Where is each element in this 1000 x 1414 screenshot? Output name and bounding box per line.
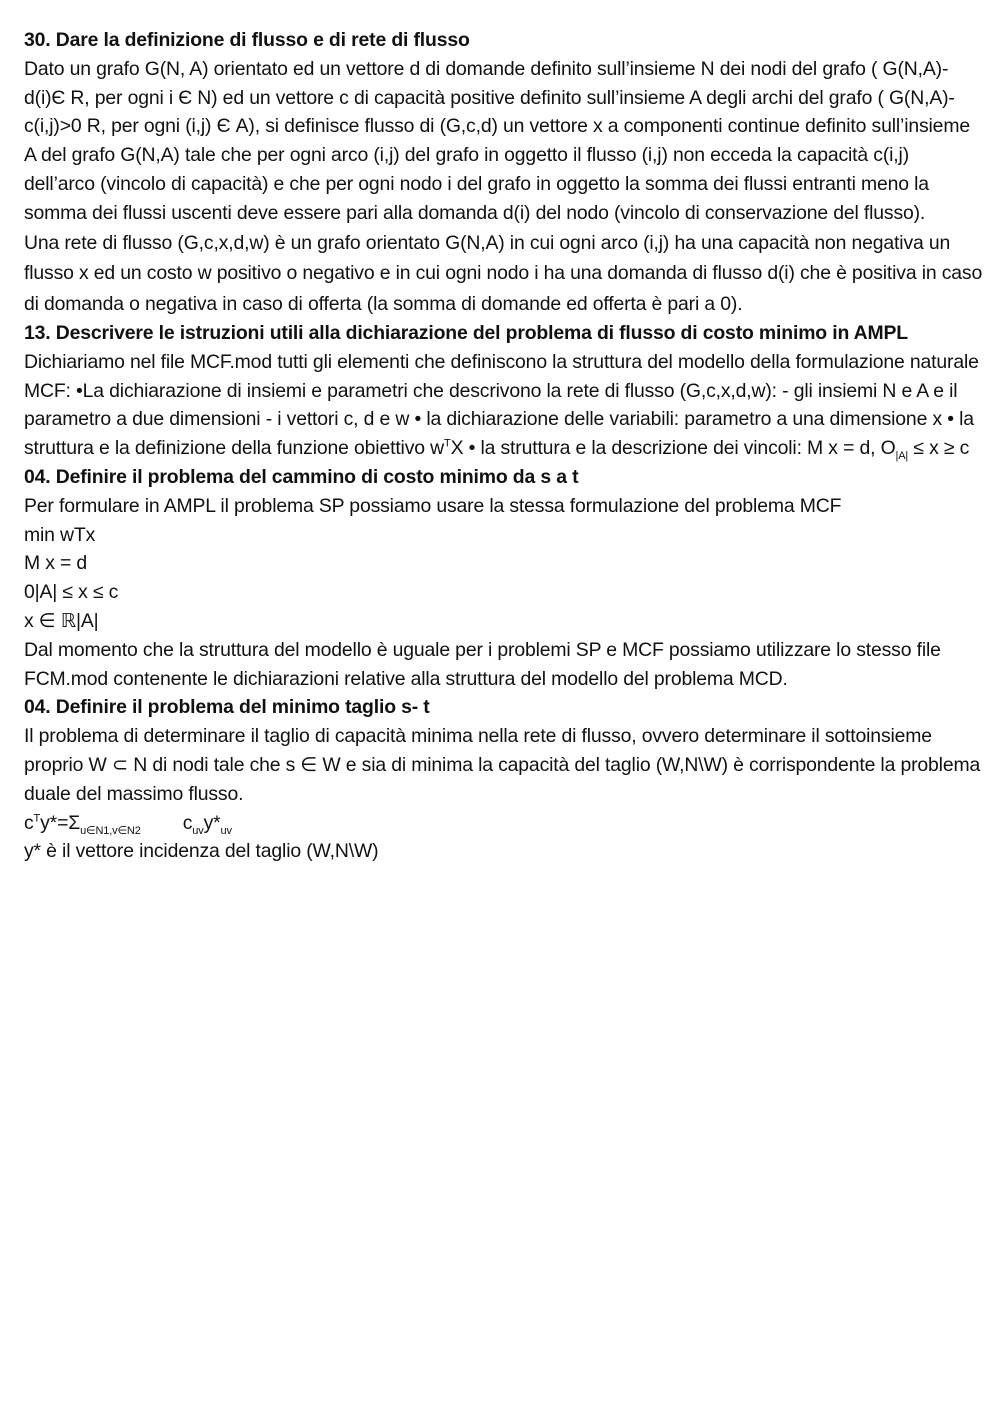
eq-cuv-subscript: uv [192,824,204,837]
formula-line: x ∈ ℝ|A| [24,610,99,633]
flow-definition-paragraph: Dato un grafo G(N, A) orientato ed un vettore d di domande definito sull’insieme N dei nodi del grafo ( G(N,A)-d(i)Є R, per ogni i Є N) ed un vettore c di capacità positive definito sull’insieme A degli archi del grafo ( G(N,A)-c(i,j)>0 R, per ogni (i,j) Є A), si definisce flusso di (G,c,d) un vettore x a componenti continue definito sull’insieme A del grafo G(N,A) tale che per ogni arco (i,j) del grafo in oggetto il flusso (i,j) non ecceda la capacità c(i,j) dell’arco (vincolo di capacità) e che per ogni nodo i del grafo in oggetto la somma dei flussi entranti meno la somma dei flussi uscenti deve essere pari alla domanda d(i) del nodo (vincolo di conservazione del flusso). [24,57,970,224]
eq-y: y* [203,811,221,834]
section-heading-30: 30. Dare la definizione di flusso e di rete di flusso [24,29,470,51]
flow-network-paragraph: Una rete di flusso (G,c,x,d,w) è un grafo orientato G(N,A) in cui ogni arco (i,j) ha una capacità non negativa un flusso x ed un costo w positivo o negativo e in cui ogni nodo i ha una domanda di flusso d(i) che è positiva in caso di domanda o negativa in caso di offerta (la somma di domande ed offerta è pari a 0). [24,231,983,315]
formula-line: 0|A| ≤ x ≤ c [24,581,119,604]
min-cut-equation [24,809,984,838]
shortest-path-intro: Per formulare in AMPL il problema SP possiamo usare la stessa formulazione del problema MCF [24,494,842,517]
ampl-declaration-text-mid: X • la struttura e la descrizione dei vincoli: M x = d, O [450,437,896,460]
formula-line: min wTx [24,523,96,546]
ampl-declaration-text-end: ≤ x ≥ c [908,437,970,460]
section-heading-13: 13. Descrivere le istruzioni utili alla dichiarazione del problema di flusso di costo minimo in AMPL [24,322,908,345]
incidence-vector-line: y* è il vettore incidenza del taglio (W,N\W) [24,840,379,863]
formula-block [24,521,984,636]
section-heading-04-shortest-path: 04. Definire il problema del cammino di costo minimo da s a t [24,466,579,489]
formula-line: M x = d [24,552,88,575]
eq-y-subscript: uv [220,824,232,837]
eq-mid: y*=Σ [40,811,81,834]
eq-transpose: T [33,812,41,825]
ampl-declaration-paragraph [24,348,984,463]
eq-sum-subscript: u∈N1,v∈N2 [80,824,141,837]
eq-cuv: c [182,811,193,834]
eq-c: c [24,811,34,834]
transpose-superscript: T [443,437,451,450]
shortest-path-outro: Dal momento che la struttura del modello è uguale per i problemi SP e MCF possiamo utilizzare lo stesso file FCM.mod contenente le dichiarazioni relative alla struttura del modello del problema MCD. [24,638,941,690]
document-page [24,26,984,866]
section-heading-04-min-cut: 04. Definire il problema del minimo taglio s- t [24,696,430,719]
cardinality-subscript: |A| [895,450,909,463]
min-cut-paragraph: Il problema di determinare il taglio di capacità minima nella rete di flusso, ovvero determinare il sottoinsieme proprio W ⊂ N di nodi tale che s ∈ W e sia di minima la capacità del taglio (W,N\W) è corrispondente la problema duale del massimo flusso. [24,725,981,805]
ampl-declaration-text: Dichiariamo nel file MCF.mod tutti gli elementi che definiscono la struttura del modello della formulazione naturale MCF: •La dichiarazione di insiemi e parametri che descrivono la rete di flusso (G,c,x,d,w): - gli insiemi N e A e il parametro a due dimensioni - i vettori c, d e w • la dichiarazione delle variabili: parametro a una dimensione x • la struttura e la definizione della funzione obiettivo w [24,350,979,460]
